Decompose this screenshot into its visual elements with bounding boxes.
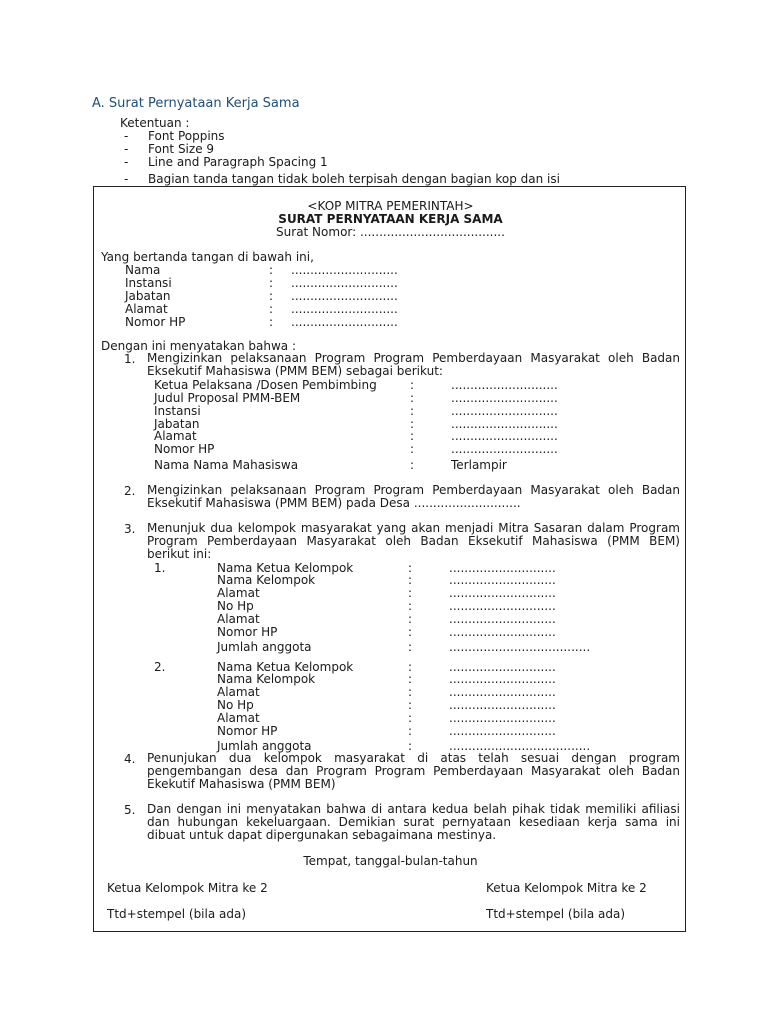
point-4-text: Penunjukan dua kelompok masyarakat di atas telah sesuai dengan program pengembangan desa dan Program Program Pemberdayaan Masyarakat oleh Badan Ekekutif Mahasiswa (PMM BEM) [147,751,680,791]
ketentuan-item-text: Font Size 9 [148,142,215,156]
point-1-text: Mengizinkan pelaksanaan Program Program Pemberdayaan Masyarakat oleh Badan Eksekutif Mahasiswa (PMM BEM) sebagai berikut: [147,351,680,378]
bullet-dash: - [124,129,129,143]
colon: : [408,739,413,753]
field-label: Nama Ketua Kelompok [217,660,354,674]
point-number: 2. [124,484,136,498]
field-label: Nomor HP [217,724,278,738]
point-number: 1. [124,352,136,366]
group-number: 1. [154,561,166,575]
ketentuan-title: Ketentuan : [120,116,190,130]
ketentuan-item [124,142,214,156]
field-label: No Hp [217,698,254,712]
colon: : [269,315,274,329]
colon: : [410,442,415,456]
colon: : [408,698,413,712]
colon: : [269,263,274,277]
colon: : [269,276,274,290]
letter-box [93,186,686,932]
colon: : [408,672,413,686]
fill-dots: ............................ [291,276,398,290]
ketentuan-item [124,129,225,143]
signature-right-note: Ttd+stempel (bila ada) [486,907,626,921]
letter-title: SURAT PERNYATAAN KERJA SAMA [278,212,503,226]
signer-label: Nama [125,263,161,277]
bullet-dash: - [124,142,129,156]
field-label: Jumlah anggota [217,739,312,753]
point-3-text: Menunjuk dua kelompok masyarakat yang akan menjadi Mitra Sasaran dalam Program Program Pemberdayaan Masyarakat oleh Badan Eksekutif Mahasiswa (PMM BEM) berikut ini: [147,521,680,561]
colon: : [408,599,413,613]
colon: : [408,586,413,600]
field-label: Ketua Pelaksana /Dosen Pembimbing [154,378,377,392]
fill-dots: ............................ [449,561,556,575]
fill-dots: ............................ [451,378,558,392]
ketentuan-item-text: Font Poppins [148,129,225,143]
field-label: Alamat [217,685,260,699]
fill-dots: ............................ [449,599,556,613]
section-heading: A. Surat Pernyataan Kerja Sama [92,96,300,111]
colon: : [408,724,413,738]
colon: : [410,458,415,472]
colon: : [408,612,413,626]
fill-dots: ............................ [449,573,556,587]
colon: : [408,685,413,699]
fill-dots: ............................ [291,302,398,316]
field-label: Judul Proposal PMM-BEM [154,391,301,405]
fill-dots: ............................ [449,586,556,600]
signature-right-title: Ketua Kelompok Mitra ke 2 [486,881,647,895]
fill-dots: ..................................... [449,739,591,753]
fill-dots: ............................ [449,625,556,639]
fill-dots: ............................ [449,672,556,686]
ketentuan-item-text: Bagian tanda tangan tidak boleh terpisah dengan bagian kop dan isi [148,172,560,186]
place-date: Tempat, tanggal-bulan-tahun [303,854,478,868]
field-label: Jumlah anggota [217,640,312,654]
field-label: Alamat [217,711,260,725]
signature-left-title: Ketua Kelompok Mitra ke 2 [107,881,268,895]
ketentuan-item [124,155,328,169]
fill-dots: ............................ [291,289,398,303]
field-label: Instansi [154,404,201,418]
field-label: Nomor HP [217,625,278,639]
students-value: Terlampir [451,458,507,472]
ketentuan-item-text: Line and Paragraph Spacing 1 [148,155,328,169]
fill-dots: ............................ [449,660,556,674]
colon: : [410,404,415,418]
fill-dots: ............................ [291,263,398,277]
colon: : [410,429,415,443]
field-label: Alamat [217,612,260,626]
fill-dots: ............................ [451,442,558,456]
signature-left-note: Ttd+stempel (bila ada) [107,907,247,921]
colon: : [269,289,274,303]
field-label: Nama Ketua Kelompok [217,561,354,575]
signer-label: Nomor HP [125,315,186,329]
colon: : [410,417,415,431]
colon: : [410,378,415,392]
field-label: Nama Nama Mahasiswa [154,458,299,472]
group-number: 2. [154,660,166,674]
field-label: No Hp [217,599,254,613]
colon: : [269,302,274,316]
colon: : [408,561,413,575]
fill-dots: ............................ [449,698,556,712]
fill-dots: ............................ [449,724,556,738]
fill-dots: ............................ [449,685,556,699]
intro-text: Yang bertanda tangan di bawah ini, [101,250,314,264]
bullet-dash: - [124,155,129,169]
signer-label: Alamat [125,302,168,316]
point-number: 3. [124,522,136,536]
signer-label: Instansi [125,276,172,290]
field-label: Alamat [154,429,197,443]
letter-number: Surat Nomor: ...................................... [276,225,505,239]
ketentuan-item [124,172,560,186]
colon: : [408,711,413,725]
point-5-text: Dan dengan ini menyatakan bahwa di antara kedua belah pihak tidak memiliki afiliasi dan hubungan kekeluargaan. Demikian surat pernyataan kesediaan kerja sama ini dibuat untuk dapat dipergunakan sebagaimana mestinya. [147,802,680,842]
field-label: Nama Kelompok [217,573,316,587]
colon: : [408,640,413,654]
fill-dots: ..................................... [449,640,591,654]
fill-dots: ............................ [449,612,556,626]
fill-dots: ............................ [449,711,556,725]
fill-dots: ............................ [451,391,558,405]
colon: : [408,660,413,674]
colon: : [410,391,415,405]
point-2-text: Mengizinkan pelaksanaan Program Program Pemberdayaan Masyarakat oleh Badan Eksekutif Mahasiswa (PMM BEM) pada Desa ............................ [147,483,680,510]
colon: : [408,625,413,639]
field-label: Nama Kelompok [217,672,316,686]
fill-dots: ............................ [451,404,558,418]
fill-dots: ............................ [451,417,558,431]
field-label: Nomor HP [154,442,215,456]
bullet-dash: - [124,172,129,186]
fill-dots: ............................ [451,429,558,443]
point-number: 5. [124,803,136,817]
colon: : [408,573,413,587]
field-label: Jabatan [154,417,200,431]
field-label: Alamat [217,586,260,600]
signer-label: Jabatan [125,289,171,303]
point-number: 4. [124,752,136,766]
declare-text: Dengan ini menyatakan bahwa : [101,339,297,353]
fill-dots: ............................ [291,315,398,329]
kop-placeholder: <KOP MITRA PEMERINTAH> [307,199,474,213]
